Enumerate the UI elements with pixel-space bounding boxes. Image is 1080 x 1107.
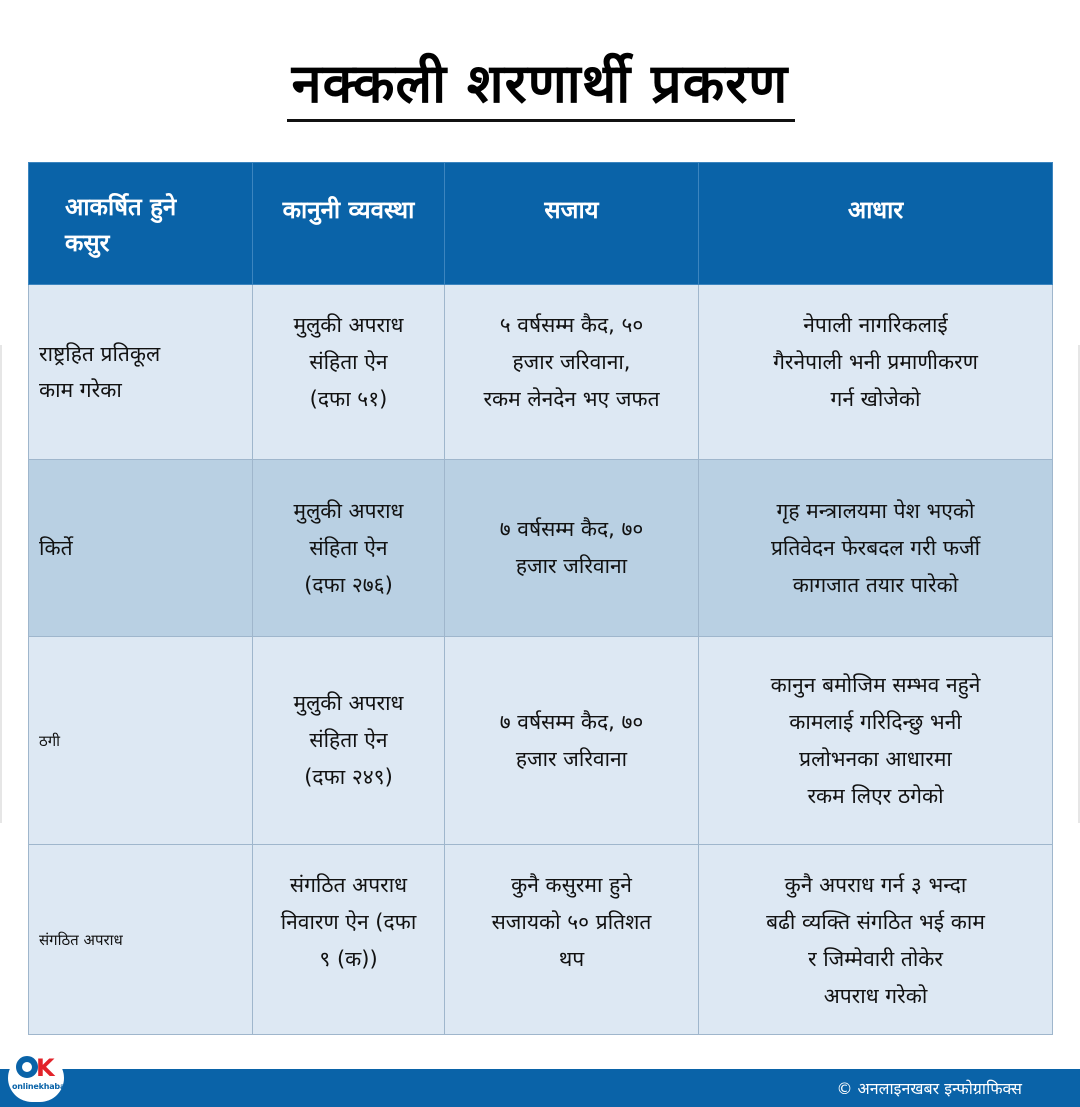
table-row (29, 285, 1053, 460)
cell-basis: कानुन बमोजिम सम्भव नहुने कामलाई गरिदिन्छु भनी प्रलोभनका आधारमा रकम लिएर ठगेको (699, 637, 1053, 845)
cell-law: मुलुकी अपराध संहिता ऐन (दफा २४९) (253, 637, 445, 845)
cell-basis: गृह मन्त्रालयमा पेश भएको प्रतिवेदन फेरबदल गरी फर्जी कागजात तयार पारेको (699, 460, 1053, 637)
cell-basis: कुनै अपराध गर्न ३ भन्दा बढी व्यक्ति संगठित भई काम र जिम्मेवारी तोकेर अपराध गरेको (699, 845, 1053, 1035)
cell-basis: नेपाली नागरिकलाई गैरनेपाली भनी प्रमाणीकरण गर्न खोजेको (699, 285, 1053, 460)
cell-offense: संगठित अपराध (29, 845, 253, 1035)
offense-penalty-table (28, 162, 1053, 1035)
table-row (29, 460, 1053, 637)
table-row (29, 637, 1053, 845)
cell-law: मुलुकी अपराध संहिता ऐन (दफा २७६) (253, 460, 445, 637)
logo-brand-text: onlinekhabar (12, 1082, 69, 1091)
cell-law: मुलुकी अपराध संहिता ऐन (दफा ५१) (253, 285, 445, 460)
logo-k-mark: K (36, 1054, 55, 1082)
cell-penalty: कुनै कसुरमा हुने सजायको ५० प्रतिशत थप (445, 845, 699, 1035)
page-title: नक्कली शरणार्थी प्रकरण (291, 52, 789, 115)
cell-penalty: ५ वर्षसम्म कैद, ५० हजार जरिवाना, रकम लेनदेन भए जफत (445, 285, 699, 460)
table-row (29, 845, 1053, 1035)
footer-bar (0, 1069, 1080, 1107)
cell-penalty: ७ वर्षसम्म कैद, ७० हजार जरिवाना (445, 637, 699, 845)
header-basis: आधार (699, 163, 1053, 285)
logo-o-mark (16, 1056, 38, 1078)
cell-penalty: ७ वर्षसम्म कैद, ७० हजार जरिवाना (445, 460, 699, 637)
table-header-row (29, 163, 1053, 285)
header-penalty: सजाय (445, 163, 699, 285)
cell-law: संगठित अपराध निवारण ऐन (दफा ९ (क)) (253, 845, 445, 1035)
left-edge-mark (0, 345, 2, 823)
cell-offense: ठगी (29, 637, 253, 845)
cell-offense: किर्ते (29, 460, 253, 637)
cell-offense: राष्ट्रहित प्रतिकूल काम गरेका (29, 285, 253, 460)
onlinekhabar-logo[interactable] (8, 1054, 69, 1102)
header-offense: आकर्षित हुने कसुर (29, 163, 253, 285)
title-underline (287, 119, 795, 122)
header-law: कानुनी व्यवस्था (253, 163, 445, 285)
copyright-credit: © अनलाइनखबर इन्फोग्राफिक्स (836, 1079, 1022, 1098)
